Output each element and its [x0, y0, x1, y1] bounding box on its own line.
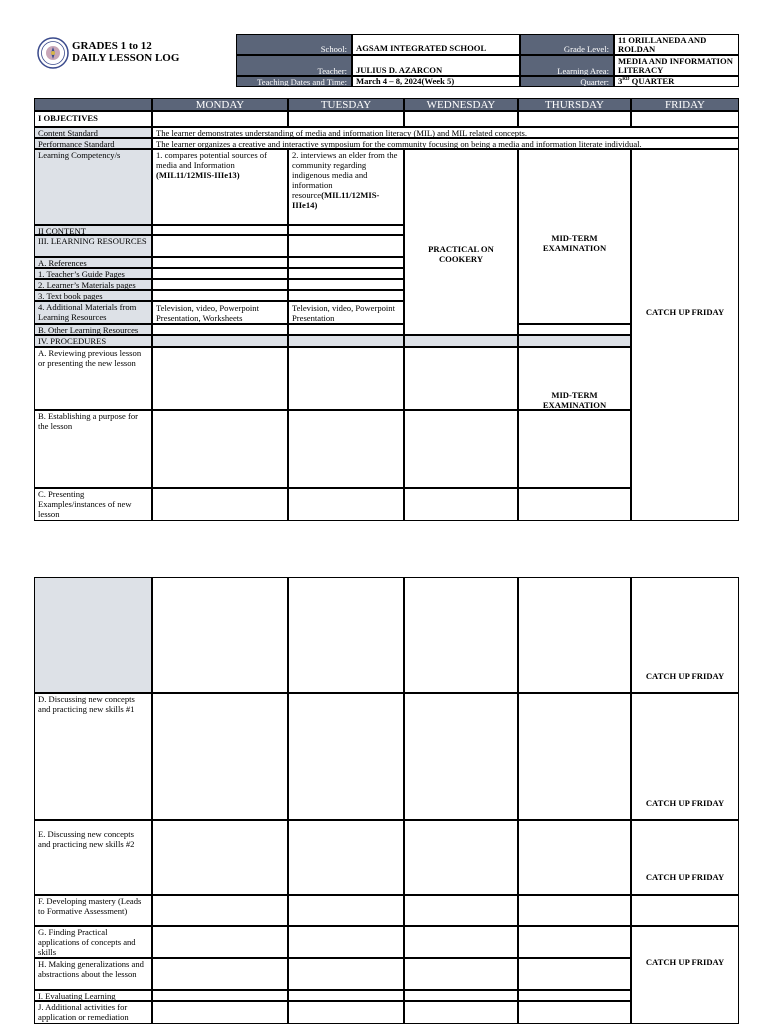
learning-area-label: Learning Area: [520, 55, 614, 76]
references-mon [152, 257, 288, 268]
wednesday-activity [404, 149, 518, 335]
proc-i-tue [288, 990, 404, 1001]
content-standard-text: The learner demonstrates understanding of media and information literacy (MIL) and MIL related concepts. [152, 127, 739, 138]
proc-i-mon [152, 990, 288, 1001]
proc-c-thu [518, 488, 631, 521]
learners-materials-label: 2. Learner’s Materials pages [34, 279, 152, 290]
procedures-label: IV. PROCEDURES [34, 335, 152, 347]
proc-d-tue [288, 693, 404, 820]
proc-e-thu [518, 820, 631, 895]
learning-competency-label: Learning Competency/s [34, 149, 152, 225]
references-tue [288, 257, 404, 268]
friday-catch-up-3 [631, 693, 739, 820]
objectives-mon [152, 111, 288, 127]
teachers-guide-tue [288, 268, 404, 279]
day-header-tuesday: TUESDAY [288, 98, 404, 111]
friday-catch-up-2-text: CATCH UP FRIDAY [645, 671, 725, 681]
procedures-mon [152, 335, 288, 347]
quarter-suffix: RD [622, 77, 630, 83]
proc-a-wed [404, 347, 518, 410]
friday-catch-up-1-text: CATCH UP FRIDAY [645, 307, 725, 317]
textbook-label: 3. Text book pages [34, 290, 152, 301]
proc-d-thu [518, 693, 631, 820]
objectives-heading: I OBJECTIVES [34, 111, 152, 127]
quarter-value [614, 76, 739, 87]
friday-catch-up-4-text: CATCH UP FRIDAY [645, 872, 725, 882]
proc-h-tue [288, 958, 404, 990]
proc-c-wed [404, 488, 518, 521]
friday-catch-up-1 [631, 149, 739, 521]
friday-catch-up-2 [631, 577, 739, 693]
proc-g-mon [152, 926, 288, 958]
proc-f-label: F. Developing mastery (Leads to Formative Assessment) [34, 895, 152, 926]
proc-h-thu [518, 958, 631, 990]
proc-j-label: J. Additional activities for application or remediation [34, 1001, 152, 1024]
other-resources-tue [288, 324, 404, 335]
additional-materials-label: 4. Additional Materials from Learning Resources [34, 301, 152, 324]
proc-a-label: A. Reviewing previous lesson or presenting the new lesson [34, 347, 152, 410]
proc-f-mon [152, 895, 288, 926]
proc-c-continued-label [34, 577, 152, 693]
proc-b-wed [404, 410, 518, 488]
quarter-number: 3 [618, 76, 623, 86]
thursday-midterm-top-text: MID-TERM EXAMINATION [542, 233, 607, 253]
proc-h-wed [404, 958, 518, 990]
teaching-dates-label: Teaching Dates and Time: [236, 76, 352, 87]
procedures-wed [404, 335, 518, 347]
proc-f-tue [288, 895, 404, 926]
proc-c-continued-mon [152, 577, 288, 693]
grade-level-value: 11 ORILLANEDA AND ROLDAN [614, 34, 739, 55]
proc-h-mon [152, 958, 288, 990]
content-standard-label: Content Standard [34, 127, 152, 138]
performance-standard-text: The learner organizes a creative and interactive symposium for the community focusing on being a media and information literate individual. [152, 138, 739, 149]
proc-b-label: B. Establishing a purpose for the lesson [34, 410, 152, 488]
textbook-mon [152, 290, 288, 301]
proc-d-label: D. Discussing new concepts and practicing new skills #1 [34, 693, 152, 820]
learners-materials-tue [288, 279, 404, 290]
day-header-friday: FRIDAY [631, 98, 739, 111]
learning-area-value: MEDIA AND INFORMATION LITERACY [614, 55, 739, 76]
deped-seal-logo [35, 37, 71, 69]
day-header-monday: MONDAY [152, 98, 288, 111]
proc-e-label: E. Discussing new concepts and practicing new skills #2 [34, 820, 152, 895]
proc-c-continued-wed [404, 577, 518, 693]
proc-e-wed [404, 820, 518, 895]
performance-standard-label: Performance Standard [34, 138, 152, 149]
procedures-thu [518, 335, 631, 347]
proc-g-label: G. Finding Practical applications of concepts and skills [34, 926, 152, 958]
wednesday-activity-text: PRACTICAL ON COOKERY [428, 244, 494, 264]
friday-catch-up-5 [631, 926, 739, 1024]
proc-c-label: C. Presenting Examples/instances of new lesson [34, 488, 152, 521]
content-label: II CONTENT [34, 225, 152, 235]
teachers-guide-label: 1. Teacher’s Guide Pages [34, 268, 152, 279]
teachers-guide-mon [152, 268, 288, 279]
proc-d-wed [404, 693, 518, 820]
objectives-wed [404, 111, 518, 127]
quarter-label: Quarter: [520, 76, 614, 87]
other-resources-mon [152, 324, 288, 335]
competency-mon-text: 1. compares potential sources of media and Information [156, 150, 267, 170]
proc-e-mon [152, 820, 288, 895]
objectives-thu [518, 111, 631, 127]
thursday-midterm-bottom-text: MID-TERM EXAMINATION [542, 390, 607, 410]
competency-mon [152, 149, 288, 225]
page-title [72, 40, 232, 64]
competency-tue-text: 2. interviews an elder from the community regarding indigenous media and information resource [292, 150, 398, 200]
proc-e-tue [288, 820, 404, 895]
other-resources-label: B. Other Learning Resources [34, 324, 152, 335]
proc-d-mon [152, 693, 288, 820]
resources-tue [288, 235, 404, 257]
materials-mon: Television, video, Powerpoint Presentation, Worksheets [152, 301, 288, 324]
learning-resources-label: III. LEARNING RESOURCES [34, 235, 152, 257]
learners-materials-mon [152, 279, 288, 290]
day-header-thursday: THURSDAY [518, 98, 631, 111]
proc-j-wed [404, 1001, 518, 1024]
day-header-wednesday: WEDNESDAY [404, 98, 518, 111]
proc-j-thu [518, 1001, 631, 1024]
teacher-label: Teacher: [236, 55, 352, 76]
competency-mon-code: (MIL11/12MIS-IIIe13) [156, 170, 240, 180]
school-label: School: [236, 34, 352, 55]
objectives-fri [631, 111, 739, 127]
proc-f-fri [631, 895, 739, 926]
proc-j-tue [288, 1001, 404, 1024]
proc-a-mon [152, 347, 288, 410]
proc-c-mon [152, 488, 288, 521]
procedures-tue [288, 335, 404, 347]
competency-tue [288, 149, 404, 225]
proc-i-label: I. Evaluating Learning [34, 990, 152, 1001]
proc-g-tue [288, 926, 404, 958]
references-label: A. References [34, 257, 152, 268]
proc-h-label: H. Making generalizations and abstractions about the lesson [34, 958, 152, 990]
proc-i-thu [518, 990, 631, 1001]
friday-catch-up-3-text: CATCH UP FRIDAY [645, 798, 725, 808]
title-line-1: GRADES 1 to 12 [72, 40, 152, 52]
proc-g-wed [404, 926, 518, 958]
proc-g-thu [518, 926, 631, 958]
proc-f-thu [518, 895, 631, 926]
teacher-value: JULIUS D. AZARCON [352, 55, 520, 76]
title-line-2: DAILY LESSON LOG [72, 52, 180, 64]
proc-c-continued-tue [288, 577, 404, 693]
quarter-text: QUARTER [629, 76, 675, 86]
content-mon [152, 225, 288, 235]
proc-c-tue [288, 488, 404, 521]
proc-f-wed [404, 895, 518, 926]
objectives-tue [288, 111, 404, 127]
thursday-midterm-top [518, 149, 631, 324]
content-tue [288, 225, 404, 235]
school-value: AGSAM INTEGRATED SCHOOL [352, 34, 520, 55]
friday-catch-up-5-text: CATCH UP FRIDAY [645, 957, 725, 967]
proc-b-thu [518, 410, 631, 488]
materials-tue: Television, video, Powerpoint Presentation [288, 301, 404, 324]
teaching-dates-value: March 4 – 8, 2024(Week 5) [352, 76, 520, 87]
proc-i-wed [404, 990, 518, 1001]
textbook-tue [288, 290, 404, 301]
grade-level-label: Grade Level: [520, 34, 614, 55]
day-header-blank [34, 98, 152, 111]
other-resources-thu [518, 324, 631, 335]
proc-c-continued-thu [518, 577, 631, 693]
proc-j-mon [152, 1001, 288, 1024]
proc-a-tue [288, 347, 404, 410]
competency-tue-code: (MIL11/12MIS-IIIe14) [292, 190, 380, 210]
resources-mon [152, 235, 288, 257]
friday-catch-up-4 [631, 820, 739, 895]
thursday-midterm-bottom [518, 347, 631, 410]
proc-b-tue [288, 410, 404, 488]
proc-b-mon [152, 410, 288, 488]
